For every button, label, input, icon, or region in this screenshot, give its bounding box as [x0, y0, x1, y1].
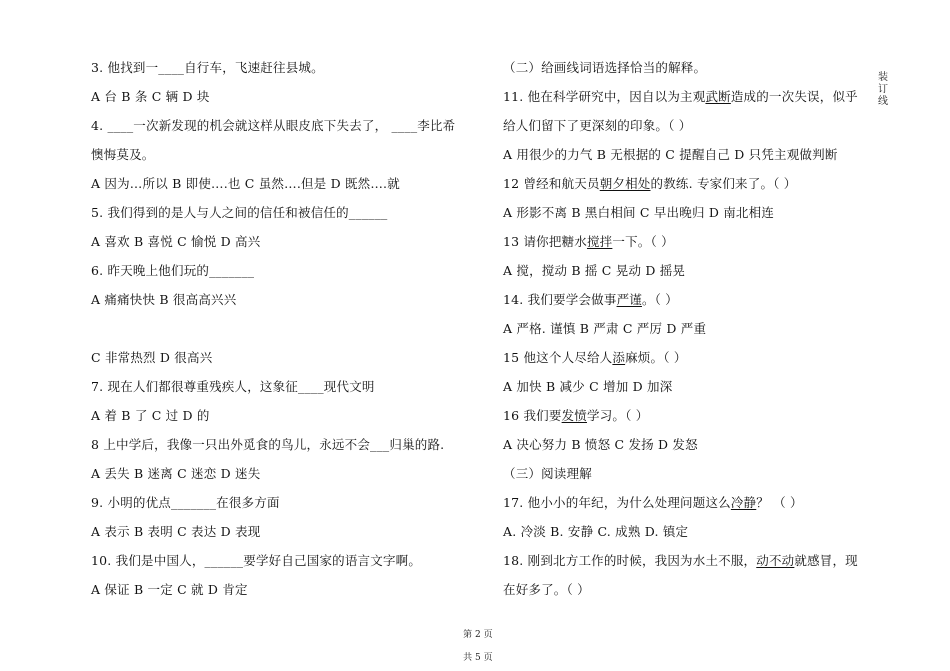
line-text: 的教练. 专家们来了。（ ）: [650, 176, 797, 191]
question-line: [503, 176, 796, 192]
question-line: [91, 466, 260, 482]
question-line: [503, 582, 590, 598]
line-text: A 因为…所以 B 即使….也 C 虽然….但是 D 既然….就: [91, 176, 400, 191]
question-line: [91, 234, 260, 250]
underlined-word: 朝夕相处: [599, 176, 651, 191]
line-text: A 喜欢 B 喜悦 C 愉悦 D 高兴: [91, 234, 261, 249]
page-total: 共 5 页: [463, 653, 493, 663]
line-text: A 丢失 B 迷离 C 迷恋 D 迷失: [91, 466, 261, 481]
question-line: [503, 263, 685, 279]
line-text: A 搅，搅动 B 摇 C 晃动 D 摇晃: [503, 263, 686, 278]
question-line: [91, 437, 444, 453]
line-text: 麻烦。（ ）: [625, 350, 687, 365]
line-text: 18. 刚到北方工作的时候，我因为水土不服，: [503, 553, 757, 568]
line-text: 一下。（ ）: [612, 234, 674, 249]
line-text: A 严格. 谨慎 B 严肃 C 严厉 D 严重: [503, 321, 707, 336]
question-line: [91, 176, 400, 192]
question-line: [503, 495, 803, 511]
line-text: 16 我们要: [503, 408, 562, 423]
line-text: A 加快 B 减少 C 增加 D 加深: [503, 379, 673, 394]
line-text: 。（ ）: [641, 292, 678, 307]
question-line: [91, 60, 324, 76]
question-line: [91, 495, 280, 511]
question-line: [503, 466, 592, 482]
underlined-word: 发愤: [561, 408, 587, 423]
line-text: A 保证 B 一定 C 就 D 肯定: [91, 582, 248, 597]
line-text: 6. 昨天晚上他们玩的_______: [91, 263, 255, 278]
line-text: A 表示 B 表明 C 表达 D 表现: [91, 524, 261, 539]
line-text: （三）阅读理解: [503, 466, 592, 481]
question-line: [91, 118, 455, 134]
question-line: [503, 89, 858, 105]
line-text: A. 冷淡 B. 安静 C. 成熟 D. 镇定: [503, 524, 689, 539]
line-text: 懊悔莫及。: [91, 147, 155, 162]
question-line: [503, 379, 672, 395]
underlined-word: 严谨: [616, 292, 642, 307]
line-text: ？ （ ）: [756, 495, 803, 510]
line-text: 15 他这个人尽给人: [503, 350, 613, 365]
question-line: [503, 292, 678, 308]
line-text: A 着 B 了 C 过 D 的: [91, 408, 210, 423]
page-number: 第 2 页: [463, 630, 493, 640]
line-text: 14. 我们要学会做事: [503, 292, 617, 307]
line-text: 给人们留下了更深刻的印象。（ ）: [503, 118, 692, 133]
line-text: A 用很少的力气 B 无根据的 C 提醒自己 D 只凭主观做判断: [503, 147, 838, 162]
line-text: 学习。（ ）: [587, 408, 649, 423]
question-line: [91, 408, 210, 424]
line-text: 在好多了。（ ）: [503, 582, 590, 597]
line-text: （二）给画线词语选择恰当的解释。: [503, 60, 707, 75]
line-text: 7. 现在人们都很尊重残疾人，这象征____现代文明: [91, 379, 375, 394]
question-line: [91, 379, 375, 395]
question-line: [91, 524, 260, 540]
line-text: 8 上中学后，我像一只出外觅食的鸟儿，永远不会___归巢的路.: [91, 437, 445, 452]
line-text: 5. 我们得到的是人与人之间的信任和被信任的______: [91, 205, 388, 220]
line-text: 13 请你把糖水: [503, 234, 587, 249]
line-text: 10. 我们是中国人，______要学好自己国家的语言文字啊。: [91, 553, 422, 568]
page-footer: [0, 617, 950, 663]
question-line: [91, 292, 236, 308]
line-text: 造成的一次失误，似乎: [730, 89, 858, 104]
line-text: 4. ____一次新发现的机会就这样从眼皮底下失去了， ____李比希: [91, 118, 456, 133]
line-text: 11. 他在科学研究中，因自以为主观: [503, 89, 706, 104]
question-line: [91, 147, 155, 163]
question-line: [503, 437, 698, 453]
line-text: 17. 他小小的年纪，为什么处理问题这么: [503, 495, 731, 510]
question-line: [503, 60, 706, 76]
question-line: [503, 321, 706, 337]
question-line: [503, 205, 774, 221]
line-text: A 痛痛快快 B 很高高兴兴: [91, 292, 237, 307]
question-line: [91, 205, 388, 221]
line-text: 9. 小明的优点_______在很多方面: [91, 495, 280, 510]
question-line: [503, 524, 688, 540]
line-text: 12 曾经和航天员: [503, 176, 600, 191]
underlined-word: 武断: [705, 89, 731, 104]
question-line: [91, 89, 210, 105]
line-text: A 决心努力 B 愤怒 C 发扬 D 发怒: [503, 437, 698, 452]
line-text: A 形影不离 B 黑白相间 C 早出晚归 D 南北相连: [503, 205, 775, 220]
question-line: [503, 553, 858, 569]
question-line: [91, 553, 421, 569]
question-line: [91, 263, 254, 279]
question-line: [91, 350, 212, 366]
underlined-word: 搅拌: [586, 234, 613, 249]
line-text: 3. 他找到一____自行车，飞速赶往县城。: [91, 60, 324, 75]
line-text: 就感冒，现: [794, 553, 858, 568]
question-line: [503, 147, 838, 163]
question-line: [503, 234, 674, 250]
line-text: A 台 B 条 C 辆 D 块: [91, 89, 210, 104]
binding-label-char: 订: [878, 84, 888, 95]
question-line: [503, 408, 648, 424]
question-line: [503, 350, 687, 366]
question-line: [503, 118, 691, 134]
binding-label-char: 装: [878, 72, 888, 83]
binding-line-label: [876, 72, 890, 108]
question-line: [91, 582, 248, 598]
line-text: C 非常热烈 D 很高兴: [91, 350, 213, 365]
underlined-word: 动不动: [756, 553, 795, 568]
binding-label-char: 线: [878, 96, 888, 107]
underlined-word: 冷静: [730, 495, 757, 510]
underlined-word: 添: [612, 350, 626, 365]
